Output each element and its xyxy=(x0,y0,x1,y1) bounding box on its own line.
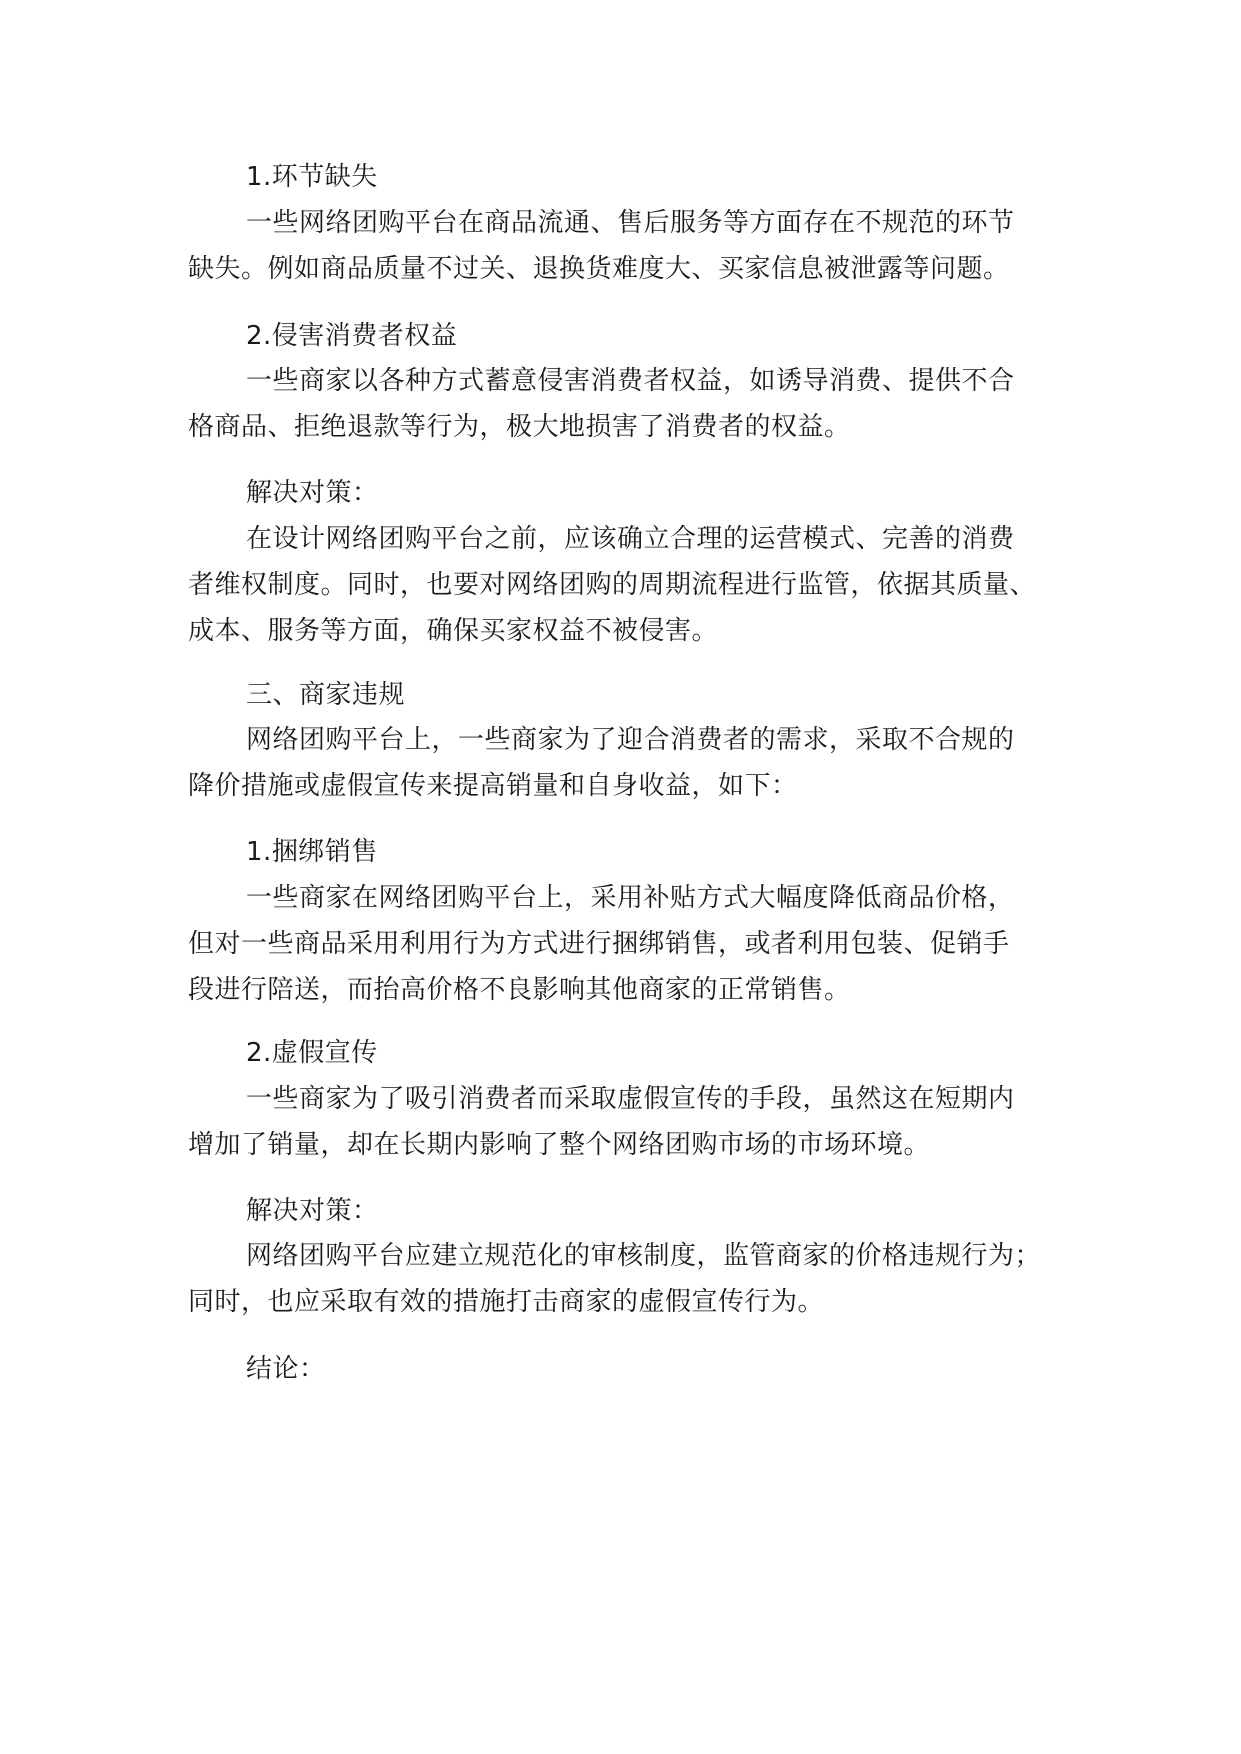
text-line: 增加了销量，却在长期内影响了整个网络团购市场的市场环境。 xyxy=(188,1130,931,1160)
text-line: 1.捆绑销售 xyxy=(246,837,378,867)
text-line: 三、商家违规 xyxy=(246,680,406,710)
paragraph-consumer-rights xyxy=(188,358,1088,450)
text-line: 缺失。例如商品质量不过关、退换货难度大、买家信息被泄露等问题。 xyxy=(188,254,1010,284)
text-line: 同时，也应采取有效的措施打击商家的虚假宣传行为。 xyxy=(188,1287,825,1317)
text-line: 网络团购平台上，一些商家为了迎合消费者的需求，采取不合规的 xyxy=(246,725,1015,755)
heading-false-advertising xyxy=(188,1030,1088,1076)
text-line: 解决对策： xyxy=(246,1196,379,1226)
text-line: 2.侵害消费者权益 xyxy=(246,321,458,351)
paragraph-merchant-violation xyxy=(188,717,1088,809)
heading-solution-1 xyxy=(188,470,1088,516)
heading-consumer-rights xyxy=(188,313,1088,359)
text-line: 一些网络团购平台在商品流通、售后服务等方面存在不规范的环节 xyxy=(246,208,1015,238)
paragraph-solution-1 xyxy=(188,516,1088,654)
heading-link-missing xyxy=(188,154,1088,200)
text-line: 段进行陪送，而抬高价格不良影响其他商家的正常销售。 xyxy=(188,975,851,1005)
text-line: 格商品、拒绝退款等行为，极大地损害了消费者的权益。 xyxy=(188,412,851,442)
text-line: 一些商家在网络团购平台上，采用补贴方式大幅度降低商品价格， xyxy=(246,883,1015,913)
text-line: 降价措施或虚假宣传来提高销量和自身收益，如下： xyxy=(188,771,798,801)
paragraph-false-advertising xyxy=(188,1076,1088,1168)
text-line: 网络团购平台应建立规范化的审核制度，监管商家的价格违规行为； xyxy=(246,1241,1042,1271)
text-line: 一些商家以各种方式蓄意侵害消费者权益，如诱导消费、提供不合 xyxy=(246,366,1015,396)
paragraph-link-missing xyxy=(188,200,1088,292)
heading-solution-2 xyxy=(188,1188,1088,1234)
text-line: 结论： xyxy=(246,1354,326,1384)
text-line: 在设计网络团购平台之前，应该确立合理的运营模式、完善的消费 xyxy=(246,524,1015,554)
paragraph-solution-2 xyxy=(188,1233,1088,1325)
paragraph-bundled-sales xyxy=(188,875,1088,1013)
text-line: 成本、服务等方面，确保买家权益不被侵害。 xyxy=(188,616,719,646)
text-line: 解决对策： xyxy=(246,478,379,508)
heading-merchant-violation xyxy=(188,672,1088,718)
text-line: 1.环节缺失 xyxy=(246,162,378,192)
text-line: 但对一些商品采用利用行为方式进行捆绑销售，或者利用包装、促销手 xyxy=(188,929,1010,959)
heading-bundled-sales xyxy=(188,829,1088,875)
heading-conclusion xyxy=(188,1346,1088,1392)
text-line: 一些商家为了吸引消费者而采取虚假宣传的手段，虽然这在短期内 xyxy=(246,1084,1015,1114)
text-line: 2.虚假宣传 xyxy=(246,1038,378,1068)
text-line: 者维权制度。同时，也要对网络团购的周期流程进行监管，依据其质量、 xyxy=(188,570,1037,600)
